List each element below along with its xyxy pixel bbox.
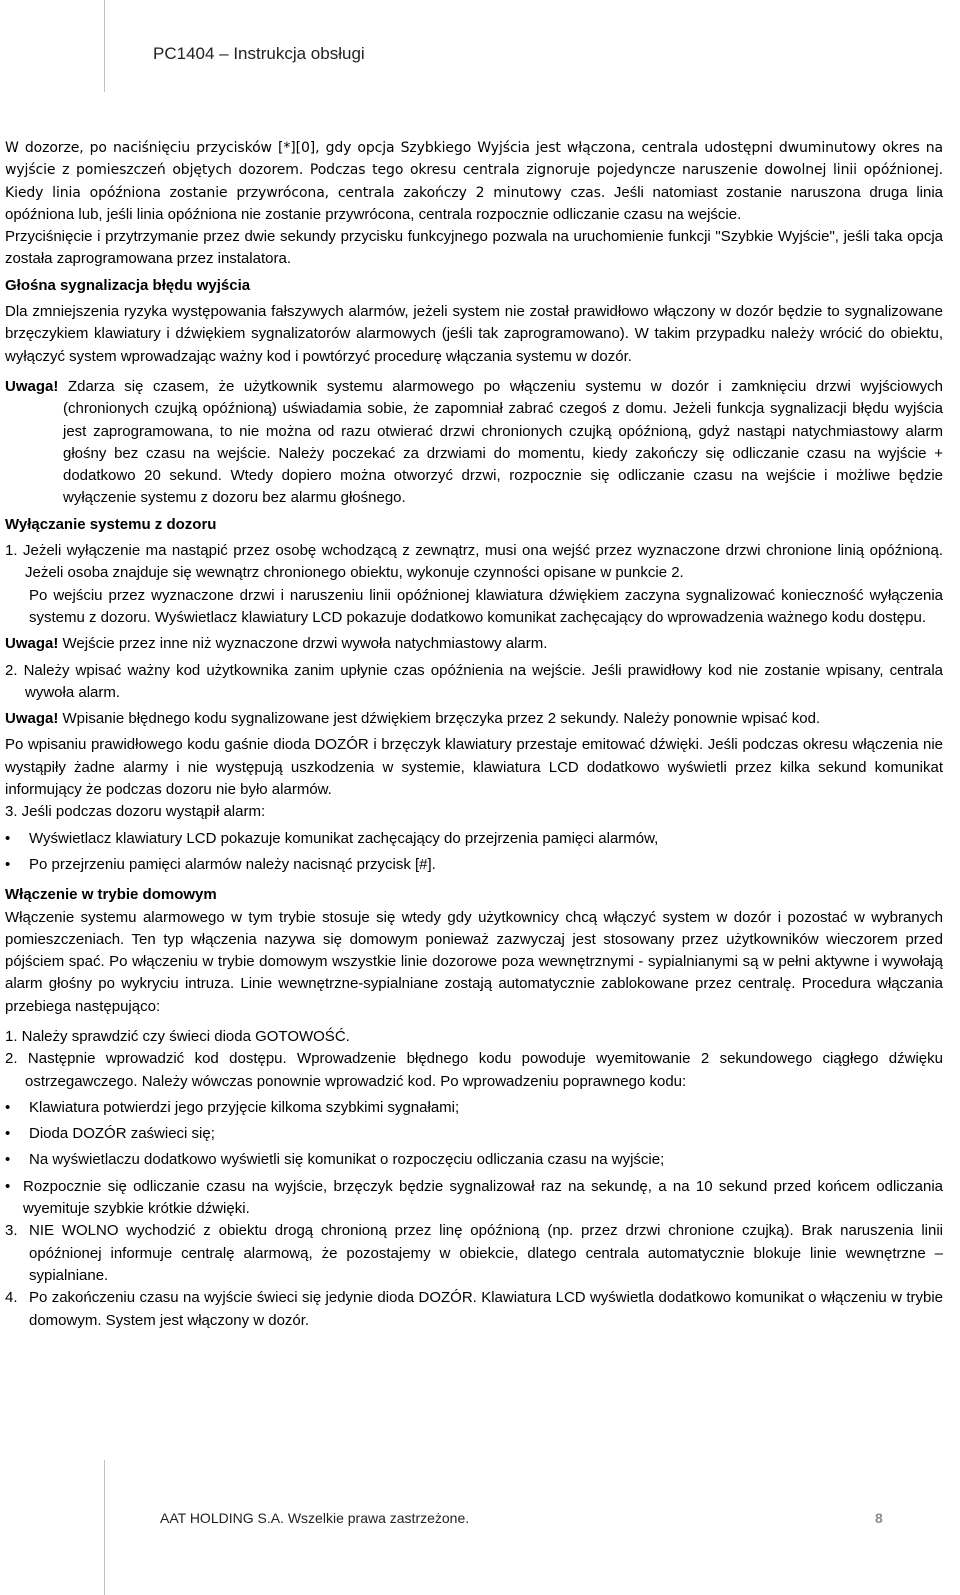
- disarm-after-code: Po wpisaniu prawidłowego kodu gaśnie dioda DOZÓR i brzęczyk klawiatury przestaje emitować dźwięki. Jeśli podczas okresu włączenia nie wystąpiły żadne alarmy i nie występują uszkodzenia w systemie, klawiatura LCD dodatkowo wyświetli przez kilka sekund komunikat informujący że podczas dozoru nie było alarmów.: [5, 736, 943, 799]
- footer-company: AAT HOLDING S.A. Wszelkie prawa zastrzeżone.: [160, 1510, 470, 1526]
- bullet-icon: •: [5, 1125, 11, 1143]
- bullet-icon: •: [5, 1177, 11, 1195]
- page-content: [5, 137, 943, 1332]
- home-mode-body: Włączenie systemu alarmowego w tym trybie stosuje się wtedy gdy użytkownicy chcą włączyć system w dozór i pozostać w wybranych pomieszczeniach. Ten typ włączenia nazywa się domowym ponieważ zazwyczaj jest stosowany przez użytkowników wieczorem przed pójściem spać. Po włączeniu w trybie domowym wszystkie linie dozorowe poza wewnętrznymi - sypialnianymi są w pełni aktywne i wywołają alarm głośny po wykryciu intruza. Linie wewnętrzne-sypialniane zostają automatycznie zablokowane przez centralę. Procedura włączania przebiega następująco:: [5, 908, 943, 1015]
- home-step-3: 3. NIE WOLNO wychodzić z obiektu drogą chronioną przez linę opóźnioną (np. przez drzwi chronione czujką). Brak naruszenia linii opóźnionej informuje centralę alarmową, że pozostajemy w obiekcie, dlatego centrala automatycznie blokuje linie wewnętrzne – sypialniane.: [5, 1222, 943, 1284]
- home-step-2: 2. Następnie wprowadzić kod dostępu. Wprowadzenie błędnego kodu powoduje wyemitowanie 2 sekundowego ciągłego dźwięku ostrzegawczego. Należy wówczas ponownie wprowadzić kod. Po wprowadzeniu poprawnego kodu:: [5, 1050, 943, 1090]
- disarm-item-1: 1. Jeżeli wyłączenie ma nastąpić przez osobę wchodzącą z zewnątrz, musi ona wejść przez wyznaczone drzwi chronione linią opóźnioną. Jeżeli osoba znajduje się wewnątrz chronionego obiektu, wykonuje czynności opisane w punkcie 2.: [5, 542, 943, 582]
- footer-page-number: 8: [875, 1510, 883, 1526]
- disarm-warning-1: [5, 633, 943, 655]
- exit-error-body: Dla zmniejszenia ryzyka występowania fałszywych alarmów, jeżeli system nie został prawidłowo włączony w dozór będzie to sygnalizowane brzęczykiem klawiatury i dźwiękiem sygnalizatorów alarmowych (jeśli tak zaprogramowano). W takim przypadku należy wrócić do obiektu, wyłączyć system wprowadzając ważny kod i powtórzyć procedurę włączania systemu w dozór.: [5, 303, 943, 365]
- page-header-title: PC1404 – Instrukcja obsługi: [153, 44, 365, 63]
- step-number: 4.: [5, 1289, 18, 1307]
- intro-paragraph-2: Przyciśnięcie i przytrzymanie przez dwie sekundy przycisku funkcyjnego pozwala na uruchomienie funkcji "Szybkie Wyjście", jeśli taka opcja została zaprogramowana przez instalatora.: [5, 228, 943, 268]
- list-item: • Rozpocznie się odliczanie czasu na wyjście, brzęczyk będzie sygnalizował raz na sekundę, a na 10 sekund przed końcem odliczania wyemituje szybkie krótkie dźwięki.: [5, 1177, 943, 1218]
- warning-label: Uwaga!: [5, 635, 59, 653]
- home-mode-heading: Włączenie w trybie domowym: [5, 886, 217, 904]
- warning-text: Wejście przez inne niż wyznaczone drzwi wywoła natychmiastowy alarm.: [58, 635, 548, 653]
- intro-paragraph-1: [5, 137, 943, 226]
- home-step-4: 4. Po zakończeniu czasu na wyjście świeci się jedynie dioda DOZÓR. Klawiatura LCD wyświetla dodatkowo komunikat o włączeniu w trybie domowym. System jest włączony w dozór.: [5, 1289, 943, 1329]
- bullet-icon: •: [5, 829, 11, 847]
- bullet-icon: •: [5, 1098, 11, 1116]
- list-item: • Klawiatura potwierdzi jego przyjęcie kilkoma szybkimi sygnałami;: [5, 1097, 943, 1119]
- disarm-item-3: 3. Jeśli podczas dozoru wystąpił alarm:: [5, 803, 266, 821]
- list-item: • Wyświetlacz klawiatury LCD pokazuje komunikat zachęcający do przejrzenia pamięci alarmów,: [5, 828, 943, 850]
- disarm-warning-2: [5, 708, 943, 730]
- disarm-heading: Wyłączanie systemu z dozoru: [5, 515, 217, 533]
- step-number: 3.: [5, 1222, 18, 1240]
- exit-error-warning: [5, 376, 943, 510]
- disarm-item-2: 2. Należy wpisać ważny kod użytkownika zanim upłynie czas opóźnienia na wejście. Jeśli prawidłowy kod nie zostanie wpisany, centrala wywoła alarm.: [5, 661, 943, 701]
- warning-text: Zdarza się czasem, że użytkownik systemu alarmowego po włączeniu systemu w dozór i zamknięciu drzwi wyjściowych (chronionych czujką opóźnioną) uświadamia sobie, że zapomniał zabrać czegoś z domu. Jeżeli funkcja sygnalizacji błędu wyjścia jest zaprogramowana, to nie można od razu otwierać drzwi chronionych czujką opóźnioną, gdyż nastąpi natychmiastowy alarm głośny bez czasu na wejście. Należy poczekać za drzwiami do momentu, kiedy zakończy się odliczanie czasu na wyjście + dodatkowo 20 sekund. Wtedy dopiero można otworzyć drzwi, rozpocznie się odliczanie czasu na wejście i możliwe będzie wyłączenie systemu z dozoru bez alarmu głośnego.: [58, 377, 943, 507]
- list-item: • Po przejrzeniu pamięci alarmów należy nacisnąć przycisk [#].: [5, 854, 943, 876]
- list-item: • Na wyświetlaczu dodatkowo wyświetli się komunikat o rozpoczęciu odliczania czasu na wyjście;: [5, 1149, 943, 1171]
- intro-p1-lead: W dozorze, po naciśnięciu przycisków [*][0], gdy opcja Szybkiego Wyjścia jest włączona, centrala udostępni dwuminutowy okres na wyjście z pomieszczeń objętych dozorem. Podczas tego okresu centrala zignoruje pojedyncze naruszenie dowolnej linii opóźnionej. Kiedy linia opóźniona zostanie przywrócona, centrala zakończy 2 minutowy czas.: [5, 140, 943, 201]
- list-item: • Dioda DOZÓR zaświeci się;: [5, 1123, 943, 1145]
- warning-text: Wpisanie błędnego kodu sygnalizowane jest dźwiękiem brzęczyka przez 2 sekundy. Należy ponownie wpisać kod.: [58, 710, 821, 728]
- header-divider: [104, 0, 105, 92]
- bullet-icon: •: [5, 1151, 11, 1169]
- warning-label: Uwaga!: [5, 710, 59, 728]
- exit-error-heading: Głośna sygnalizacja błędu wyjścia: [5, 276, 251, 294]
- bullet-icon: •: [5, 855, 11, 873]
- warning-label: Uwaga!: [5, 377, 59, 395]
- home-step-1: 1. Należy sprawdzić czy świeci dioda GOTOWOŚĆ.: [5, 1027, 350, 1045]
- footer-divider: [104, 1460, 105, 1595]
- disarm-item-1-continued: Po wejściu przez wyznaczone drzwi i naruszeniu linii opóźnionej klawiatura dźwiękiem zaczyna sygnalizować konieczność wyłączenia systemu z dozoru. Wyświetlacz klawiatury LCD pokazuje dodatkowo komunikat zachęcający do wprowadzenia ważnego kodu dostępu.: [29, 586, 943, 626]
- intro-p1-tail: Jeśli natomiast zostanie naruszona druga linia opóźniona lub, jeśli linia opóźniona nie zostanie przywrócona, centrala rozpocznie odliczanie czasu na wejście.: [5, 183, 943, 223]
